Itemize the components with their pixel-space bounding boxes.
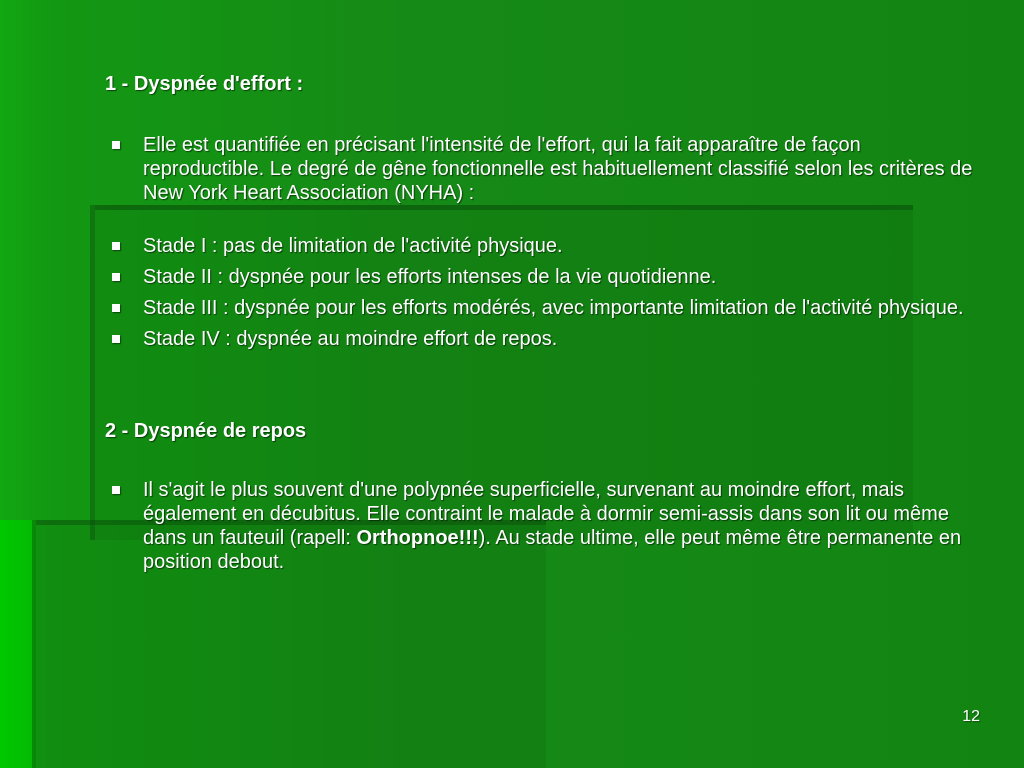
square-bullet-icon [112, 304, 120, 312]
slide-content [105, 72, 985, 574]
square-bullet-icon [112, 335, 120, 343]
stage-item [105, 296, 985, 320]
nyha-stage-list [105, 234, 985, 351]
nyha-intro-text: Elle est quantifiée en précisant l'intensité de l'effort, qui la fait apparaître de façon reproductible. Le degré de gêne fonctionnelle est habituellement classifié selon les critères de New York Heart Association (NYHA) : [143, 134, 973, 204]
square-bullet-icon [112, 141, 120, 149]
section-2-heading: 2 - Dyspnée de repos [105, 420, 307, 442]
stage-text: Stade IV : dyspnée au moindre effort de repos. [143, 328, 558, 350]
stage-item [105, 234, 985, 258]
stage-text: Stade II : dyspnée pour les efforts intenses de la vie quotidienne. [143, 266, 717, 288]
stage-text: Stade III : dyspnée pour les efforts modérés, avec importante limitation de l'activité physique. [143, 297, 964, 319]
stage-item [105, 327, 985, 351]
section-2-list [105, 478, 985, 574]
section-1-heading: 1 - Dyspnée d'effort : [105, 73, 304, 95]
stage-text: Stade I : pas de limitation de l'activité physique. [143, 235, 563, 257]
repos-text-before: Il s'agit le plus souvent d'une polypnée superficielle, survenant au moindre effort, mais également en décubitus. Elle contraint le malade à dormir semi-assis dans son lit ou même dans un fauteuil (rapell: [143, 479, 949, 549]
repos-text-after: ). Au stade ultime, elle peut même être permanente en position debout. [143, 527, 962, 573]
decorative-strip [0, 520, 36, 768]
square-bullet-icon [112, 242, 120, 250]
square-bullet-icon [112, 486, 120, 494]
bullet-item [105, 133, 985, 205]
stage-item [105, 265, 985, 289]
page-number: 12 [962, 708, 980, 725]
section-1-intro-list [105, 133, 985, 205]
square-bullet-icon [112, 273, 120, 281]
bullet-item [105, 478, 985, 574]
orthopnoe-emphasis: Orthopnoe!!! [356, 527, 479, 549]
